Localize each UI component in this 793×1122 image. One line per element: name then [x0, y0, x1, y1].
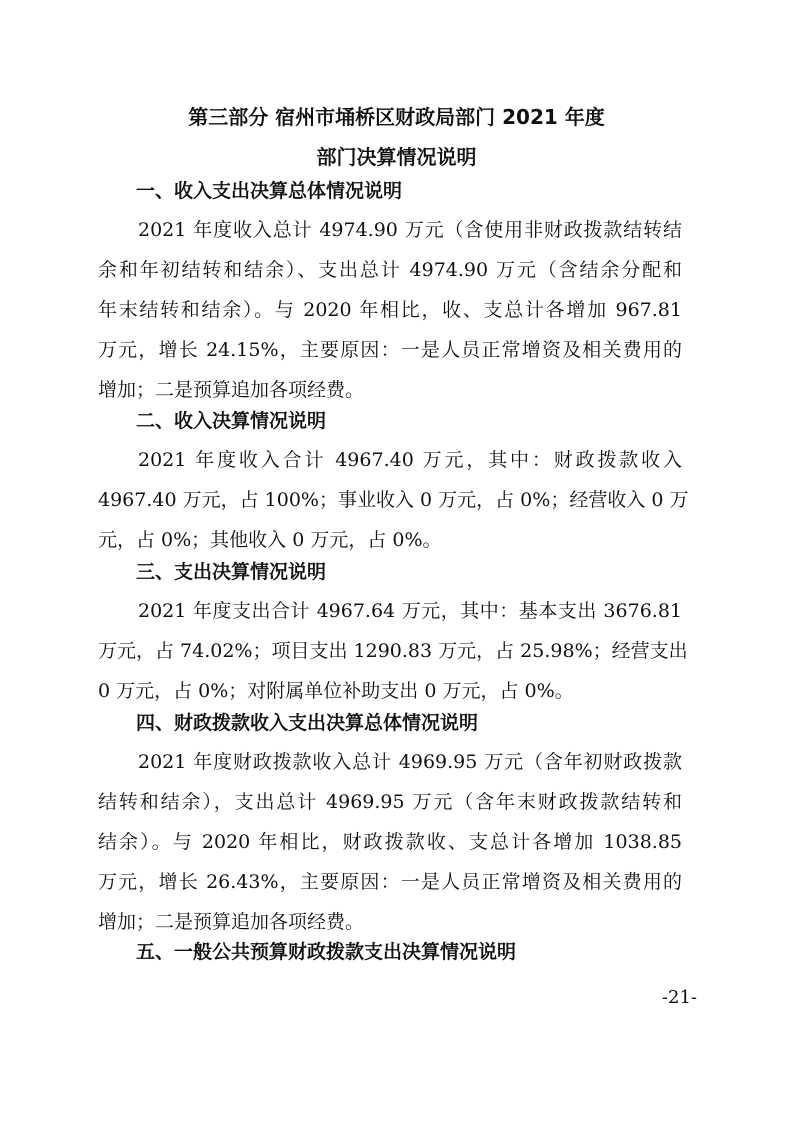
paragraph-line: 元，占 0%；其他收入 0 万元，占 0%。 [98, 529, 442, 551]
paragraph-line: 余和年初结转和结余）、支出总计 4974.90 万元（含结余分配和 [98, 259, 682, 281]
paragraph-line: 万元，占 74.02%；项目支出 1290.83 万元，占 25.98%；经营支出 [98, 640, 688, 662]
section-heading-income-expenditure-overview: 一、收入支出决算总体情况说明 [136, 180, 403, 202]
section-paragraph-expenditure [98, 591, 688, 711]
document-title-line-1: 第三部分 宿州市埇桥区财政局部门 2021 年度 [188, 105, 605, 129]
paragraph-line: 增加；二是预算追加各项经费。 [98, 911, 365, 933]
paragraph-line: 2021 年度收入合计 4967.40 万元，其中：财政拨款收入 [138, 449, 682, 471]
page-number: -21- [661, 987, 697, 1008]
paragraph-line: 增加；二是预算追加各项经费。 [98, 379, 365, 401]
section-heading-expenditure: 三、支出决算情况说明 [136, 561, 327, 583]
paragraph-line: 2021 年度支出合计 4967.64 万元，其中：基本支出 3676.81 [138, 600, 682, 622]
paragraph-line: 0 万元，占 0%；对附属单位补助支出 0 万元，占 0%。 [98, 680, 574, 702]
section-heading-general-public-budget: 五、一般公共预算财政拨款支出决算情况说明 [136, 941, 517, 963]
paragraph-line: 2021 年度收入总计 4974.90 万元（含使用非财政拨款结转结 [138, 219, 682, 241]
paragraph-line: 结余）。与 2020 年相比，财政拨款收、支总计各增加 1038.85 [98, 831, 682, 853]
paragraph-line: 年末结转和结余）。与 2020 年相比，收、支总计各增加 967.81 [98, 299, 682, 321]
section-heading-income: 二、收入决算情况说明 [136, 410, 327, 432]
paragraph-line: 万元，增长 24.15%，主要原因：一是人员正常增资及相关费用的 [98, 339, 682, 361]
section-paragraph-income [98, 440, 689, 560]
paragraph-line: 结转和结余），支出总计 4969.95 万元（含年末财政拨款结转和 [98, 791, 682, 813]
section-heading-fiscal-allocation-overview: 四、财政拨款收入支出决算总体情况说明 [136, 712, 479, 734]
paragraph-line: 万元，增长 26.43%，主要原因：一是人员正常增资及相关费用的 [98, 871, 682, 893]
section-paragraph-fiscal-allocation-overview [98, 742, 682, 942]
section-paragraph-income-expenditure-overview [98, 210, 682, 410]
document-title-line-2: 部门决算情况说明 [316, 145, 477, 169]
paragraph-line: 4967.40 万元，占 100%；事业收入 0 万元，占 0%；经营收入 0 万 [98, 489, 689, 511]
paragraph-line: 2021 年度财政拨款收入总计 4969.95 万元（含年初财政拨款 [138, 751, 682, 773]
